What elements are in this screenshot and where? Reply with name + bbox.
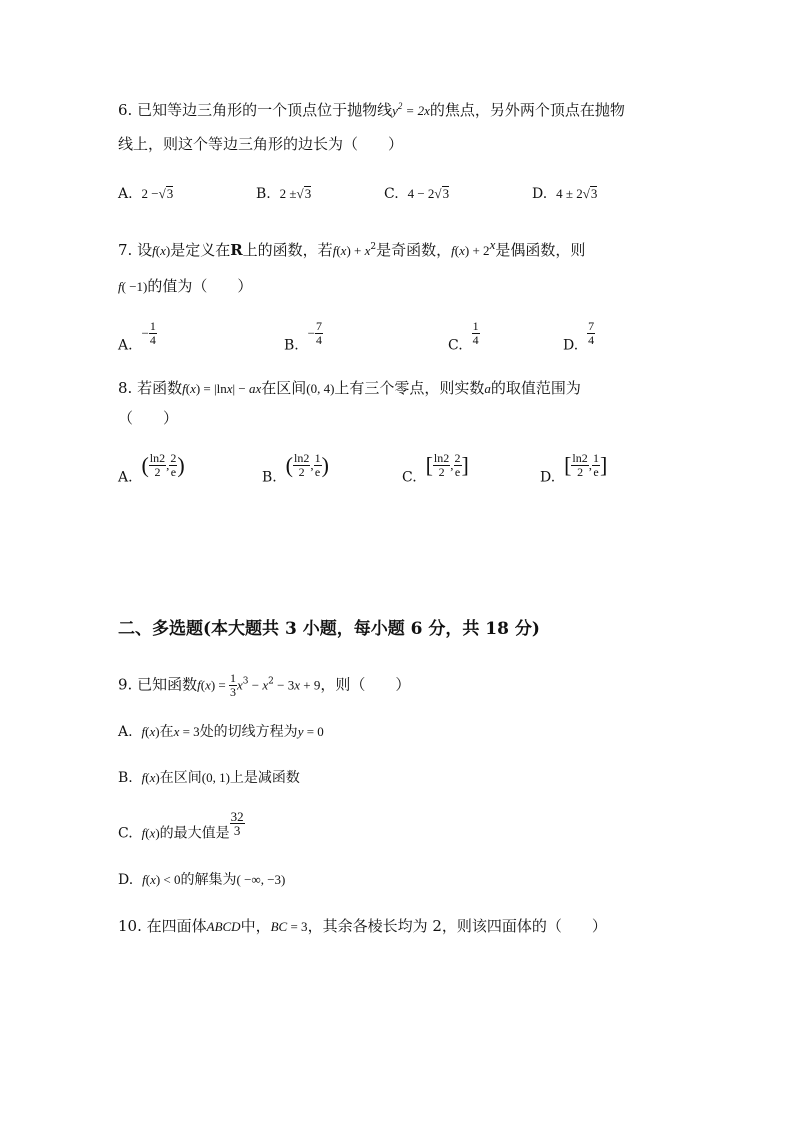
q8-option-b: B. ( $\frac{\ln 2}{2}$ , $\frac{1}{e}$ ) <box>262 451 329 486</box>
q6-parabola: $y^2 = 2x$ <box>392 101 430 118</box>
q6-option-b: B. 2 ±√3 <box>256 186 312 202</box>
q7-option-b: B. − $\frac{7}{4}$ <box>284 319 322 354</box>
q7-option-a: A. − $\frac{1}{4}$ <box>118 319 156 354</box>
q6-line2: 线上，则这个等边三角形的边长为（ ） <box>118 135 404 153</box>
q6-line1: 6. 已知等边三角形的一个顶点位于抛物线$y^2 = 2x$的焦点，另外两个顶点在抛物 <box>118 101 625 119</box>
q7-option-d: D. $\frac{7}{4}$ <box>563 319 595 354</box>
section-heading: 二、多选题(本大题共 3 小题，每小题 6 分，共 18 分) <box>118 619 540 639</box>
q8-line1: 8. 若函数f(x) = |lnx| − ax在区间(0, 4)上有三个零点，则实数a的取值范围为 <box>118 379 581 397</box>
q9-option-a: A. f(x)在x = 3处的切线方程为y = 0 <box>118 724 324 740</box>
q9-option-b: B. f(x)在区间(0, 1)上是减函数 <box>118 770 300 786</box>
q7-line1: 7. 设f(x)是定义在R上的函数，若$f(x) + x^2$是奇函数，$f(x) + 2^x$是偶函数，则 <box>118 237 586 259</box>
q7-option-c: C. $\frac{1}{4}$ <box>448 319 479 354</box>
q8-option-a: A. ( $\frac{\ln 2}{2}$ , $\frac{2}{e}$ ) <box>118 451 185 486</box>
q7-line2: f( −1)的值为（ ） <box>118 277 253 295</box>
q8-line2: （ ） <box>118 409 179 427</box>
q9-stem: 9. 已知函数f(x) = $\frac{1}{3}$ $x^3 - x^2 - 3x + 9$，则（ ） <box>118 671 411 699</box>
q8-option-d: D. [ $\frac{\ln 2}{2}$ , $\frac{1}{e}$ ] <box>540 451 608 486</box>
q8-option-c: C. [ $\frac{\ln 2}{2}$ , $\frac{2}{e}$ ] <box>402 451 469 486</box>
q9-option-d: D. f(x) < 0的解集为( −∞, −3) <box>118 872 286 888</box>
q10-stem: 10. 在四面体ABCD中，BC = 3，其余各棱长均为 2，则该四面体的（ ） <box>118 917 607 935</box>
q9-option-c: C. f(x)的最大值是 $\frac{32}{3}$ <box>118 809 244 842</box>
q6-option-a: A. 2 −√3 <box>118 186 174 202</box>
q6-option-c: C. 4 − 2√3 <box>384 186 450 202</box>
q6-option-d: D. 4 ± 2√3 <box>532 186 598 202</box>
